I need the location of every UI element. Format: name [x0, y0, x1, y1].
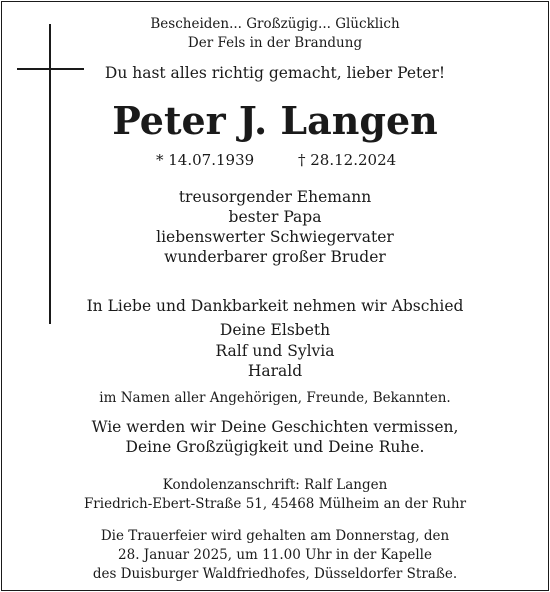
closing-line-1: Wie werden wir Deine Geschichten vermissen, — [91, 418, 459, 436]
mourner-line-3: Harald — [247, 362, 303, 380]
closing-line-2: Deine Großzügigkeit und Deine Ruhe. — [125, 438, 425, 456]
funeral-line-3: des Duisburger Waldfriedhofes, Düsseldorfer Straße. — [92, 566, 458, 582]
death-date: † 28.12.2024 — [298, 151, 397, 169]
motto-line-1: Bescheiden... Großzügig... Glücklich — [150, 16, 400, 32]
funeral-line-1: Die Trauerfeier wird gehalten am Donnerstag, den — [100, 528, 450, 544]
motto-line-2: Der Fels in der Brandung — [187, 35, 363, 51]
mourner-line-1: Deine Elsbeth — [219, 321, 331, 339]
birth-date: * 14.07.1939 — [156, 151, 255, 169]
tribute-line: Du hast alles richtig gemacht, lieber Peter! — [104, 64, 446, 82]
role-line-3: liebenswerter Schwiegervater — [156, 228, 394, 246]
condolence-line-2: Friedrich-Ebert-Straße 51, 45468 Mülheim an der Ruhr — [83, 496, 467, 512]
deceased-name: Peter J. Langen — [112, 98, 438, 143]
role-line-2: bester Papa — [228, 208, 322, 226]
mourner-line-2: Ralf und Sylvia — [215, 342, 335, 360]
farewell-line: In Liebe und Dankbarkeit nehmen wir Abschied — [86, 297, 464, 315]
role-line-4: wunderbarer großer Bruder — [164, 248, 386, 266]
funeral-line-2: 28. Januar 2025, um 11.00 Uhr in der Kapelle — [118, 547, 432, 563]
role-line-1: treusorgender Ehemann — [178, 188, 372, 206]
condolence-line-1: Kondolenzanschrift: Ralf Langen — [162, 477, 388, 493]
relatives-line: im Namen aller Angehörigen, Freunde, Bekannten. — [99, 390, 451, 406]
